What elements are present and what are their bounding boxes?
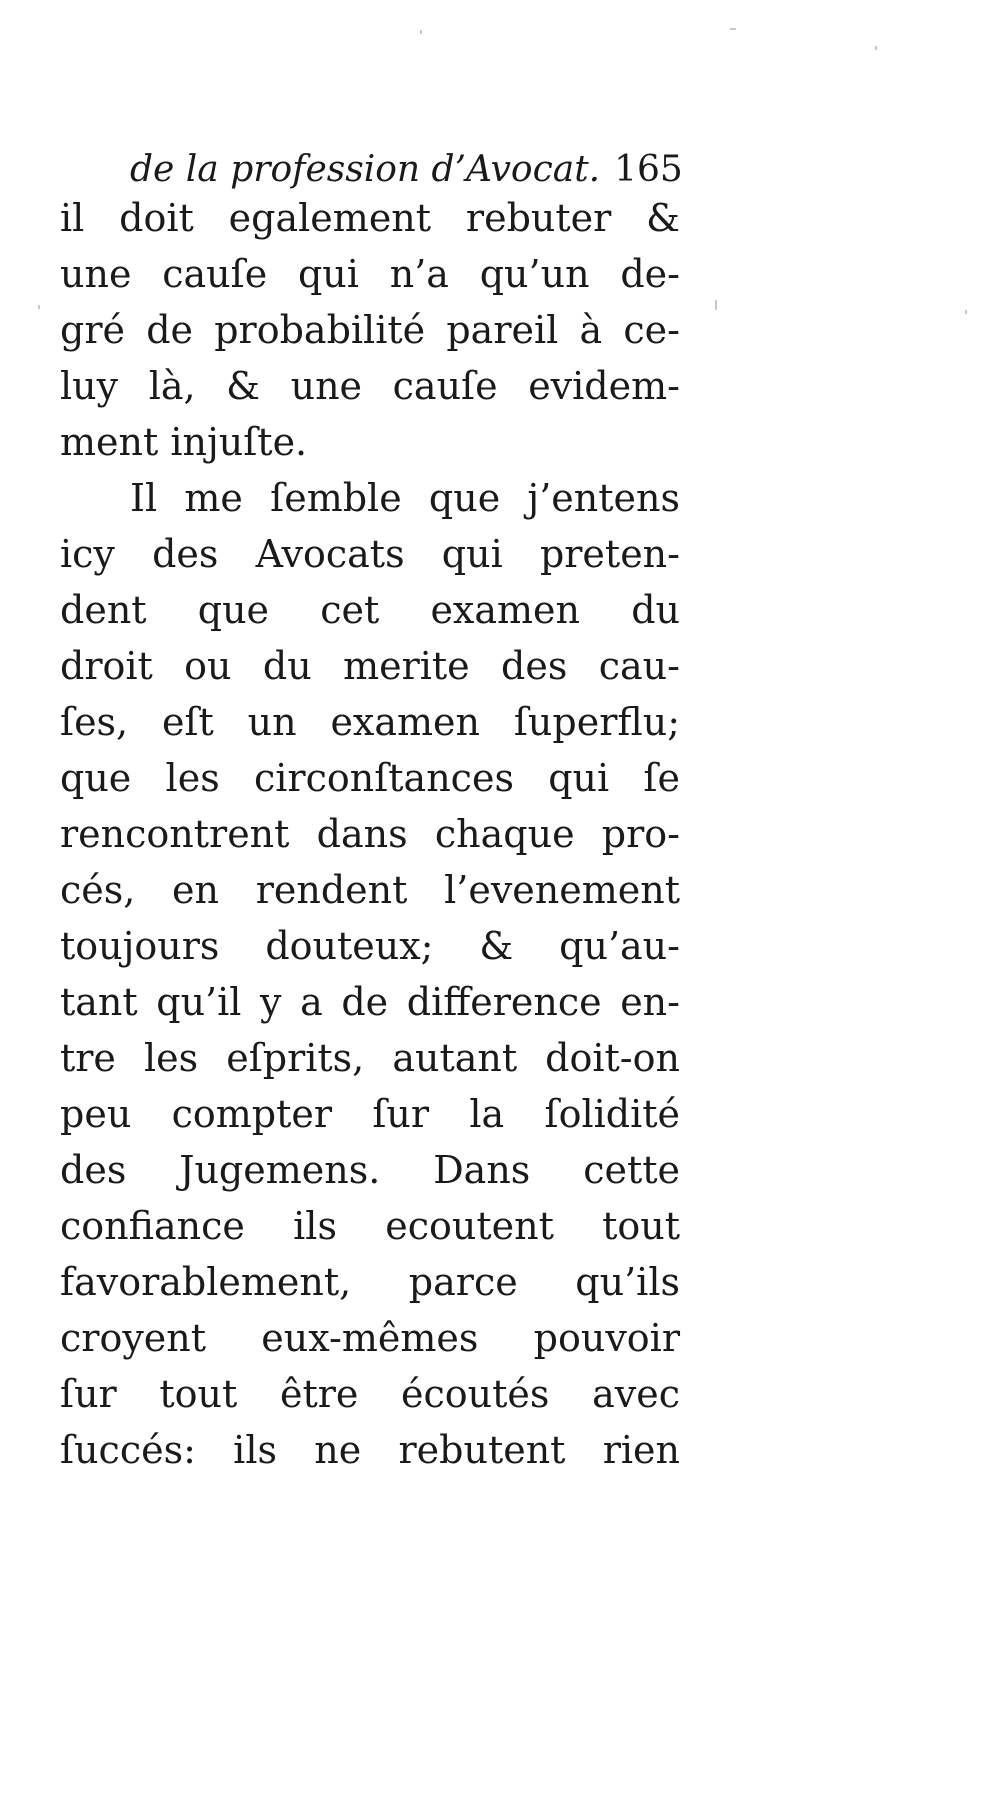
paper-speck	[715, 300, 717, 310]
text-line: rencontrent dans chaque pro-	[60, 812, 680, 856]
text-line: tre les eſprits, autant doit-on	[60, 1036, 680, 1080]
text-line: confiance ils ecoutent tout	[60, 1204, 680, 1248]
paper-speck	[420, 30, 422, 34]
text-line: droit ou du merite des cau-	[60, 644, 680, 688]
text-line: cés, en rendent l’evenement	[60, 868, 680, 912]
text-line: ment injuſte.	[60, 420, 308, 464]
text-line: tant qu’il y a de difference en-	[60, 980, 680, 1024]
paper-speck	[965, 310, 967, 314]
text-line: dent que cet examen du	[60, 588, 680, 632]
text-line: toujours douteux; & qu’au-	[60, 924, 680, 968]
text-line: il doit egalement rebuter &	[60, 196, 680, 240]
text-line: une cauſe qui n’a qu’un de-	[60, 252, 680, 296]
paper-speck	[875, 46, 877, 50]
text-line: Il me ſemble que j’entens	[130, 476, 680, 520]
text-line: favorablement, parce qu’ils	[60, 1260, 680, 1304]
text-line: luy là, & une cauſe evidem-	[60, 364, 680, 408]
text-line: que les circonſtances qui ſe	[60, 756, 680, 800]
text-line: ſuccés: ils ne rebutent rien	[60, 1428, 680, 1472]
paper-speck	[730, 28, 736, 30]
text-line: gré de probabilité pareil à ce-	[60, 308, 680, 352]
page-number: 165	[614, 149, 683, 190]
text-line: ſes, eſt un examen ſuperflu;	[60, 700, 680, 744]
text-line: des Jugemens. Dans cette	[60, 1148, 680, 1192]
text-line: ſur tout être écoutés avec	[60, 1372, 680, 1416]
text-line: croyent eux-mêmes pouvoir	[60, 1316, 680, 1360]
running-title: de la profession d’Avocat.	[130, 149, 601, 190]
paper-speck	[38, 305, 40, 309]
text-line: peu compter ſur la ſolidité	[60, 1092, 680, 1136]
text-line: icy des Avocats qui preten-	[60, 532, 680, 576]
body-text	[60, 190, 680, 1478]
